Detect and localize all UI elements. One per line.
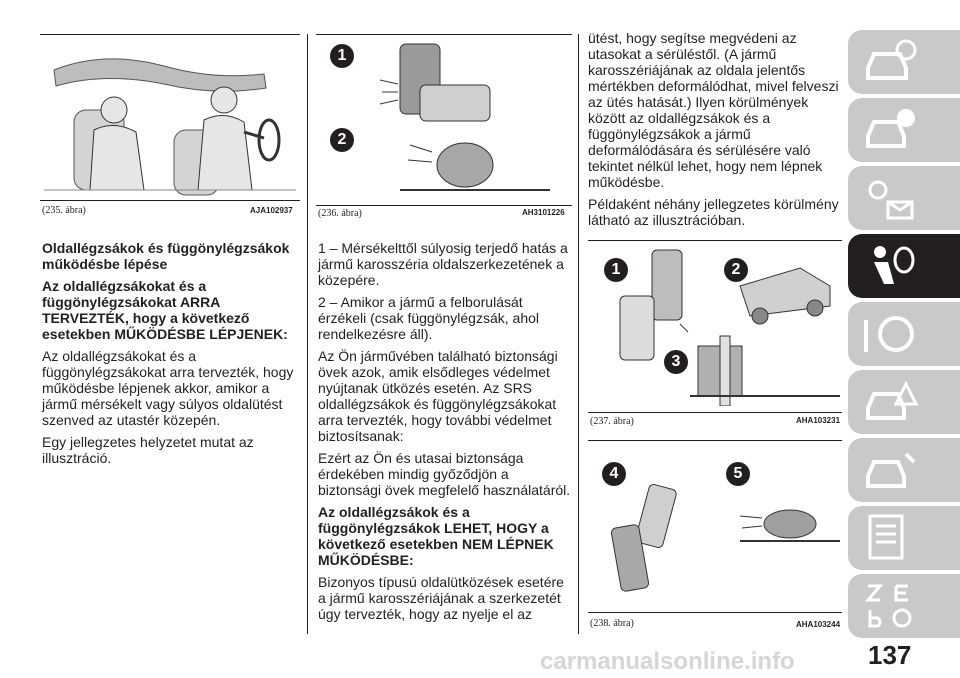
fig237-caption: (237. ábra) <box>590 416 634 427</box>
paragraph: Példaként néhány jellegzetes körülmény látható az illusztrációban. <box>588 196 839 228</box>
badge-1: 1 <box>604 258 628 282</box>
paragraph: Bizonyos típusú oldalütközések esetére a jármű karosszériájának a szerkezetét úgy tervezték, hogy az nyelje el az <box>318 574 564 622</box>
page-number: 137 <box>868 640 912 670</box>
car-wrench-icon <box>860 444 920 496</box>
tab-starting[interactable] <box>848 302 960 366</box>
warning-light-mail-icon <box>860 172 920 224</box>
car-info-circle-icon <box>860 104 920 156</box>
fig235-illustration <box>44 40 296 200</box>
tab-emergency[interactable] <box>848 370 960 434</box>
fig236-bottom-rule <box>316 205 572 206</box>
fig237-top-rule <box>588 240 842 241</box>
badge-2: 2 <box>330 128 354 152</box>
key-steering-wheel-icon <box>860 308 920 360</box>
column-3-text <box>588 30 846 234</box>
paragraph: Ezért az Ön és utasai biztonsága érdekében mindig győződjön a biztonsági övek megfelelő használatáról. <box>318 450 571 498</box>
tab-warning-light[interactable] <box>848 166 960 230</box>
fig238-illustration <box>590 446 840 606</box>
fig237-bottom-rule <box>588 412 842 413</box>
subsection-heading: Az oldallégzsákokat és a függönylégzsákokat ARRA TERVEZTÉK, hogy a következő esetekben MŰKÖDÉSBE LÉPJENEK: <box>42 278 288 342</box>
fig236-code: AH3101226 <box>522 208 565 217</box>
tab-car-info[interactable] <box>848 30 960 94</box>
tab-index[interactable] <box>848 574 960 638</box>
column-divider <box>578 34 579 634</box>
badge-5: 5 <box>726 462 750 486</box>
fig236-caption: (236. ábra) <box>318 208 362 219</box>
badge-4: 4 <box>602 462 626 486</box>
fig237-code: AHA103231 <box>796 416 841 425</box>
column-2-text <box>318 240 574 628</box>
watermark: carmanualsonline.info <box>540 648 795 675</box>
fig235-top-rule <box>40 34 300 35</box>
badge-2: 2 <box>724 258 748 282</box>
fig235-caption: (235. ábra) <box>42 205 86 216</box>
paragraph: Az Ön járművében található biztonsági övek azok, amik elsődleges védelmet nyújtanak ütközés esetén. Az SRS oldallégzsákok és függönylégzsákokat arra tervezték, hogy további védelmet biztosítsanak: <box>318 348 558 444</box>
tab-specifications[interactable] <box>848 506 960 570</box>
fig238-caption: (238. ábra) <box>590 618 634 629</box>
fig235-code: AJA102937 <box>250 206 293 215</box>
paragraph: Az oldallégzsákokat és a függönylégzsákokat arra tervezték, hogy működésbe lépjenek akkor, amikor a jármű mérsékelt vagy súlyos oldalütést szenved az utastér közepén. <box>42 348 294 428</box>
column-divider <box>307 34 308 634</box>
fig238-top-rule <box>588 440 842 441</box>
column-1-text <box>42 240 302 472</box>
paragraph: Egy jellegzetes helyzetet mutat az illusztráció. <box>42 434 254 466</box>
specs-list-icon <box>860 512 920 564</box>
badge-1: 1 <box>330 44 354 68</box>
alphabet-index-icon <box>860 580 920 632</box>
section-heading: Oldallégzsákok és függönylégzsákok működésbe lépése <box>42 240 290 272</box>
paragraph: 2 – Amikor a jármű a felborulását érzékeli (csak függönylégzsák, ahol rendelkezésre áll). <box>318 294 540 342</box>
airbag-passenger-icon <box>860 240 920 292</box>
tab-car-info-circle[interactable] <box>848 98 960 162</box>
fig238-code: AHA103244 <box>796 620 841 629</box>
badge-3: 3 <box>664 350 688 374</box>
car-info-icon <box>860 36 920 88</box>
tab-safety[interactable] <box>848 234 960 298</box>
tab-maintenance[interactable] <box>848 438 960 502</box>
fig238-bottom-rule <box>588 612 842 613</box>
car-warning-triangle-icon <box>860 376 920 428</box>
paragraph: 1 – Mérsékelttől súlyosig terjedő hatás a jármű karosszéria oldalszerkezetének a közepére. <box>318 240 568 288</box>
paragraph: ütést, hogy segítse megvédeni az utasokat a sérüléstől. (A jármű karosszériájának az oldala jelentős mértékben deformálódhat, mivel felveszi az ütés hatását.) Ilyen körülmények között az oldallégzsákok és a függönylégzsákok a jármű deformálódására és sérülésére való tekintet nélkül lehet, hogy nem lépnek működésbe. <box>588 30 839 190</box>
subsection-heading: Az oldallégzsákok és a függönylégzsákok LEHET, HOGY a következő esetekben NEM LÉPNEK MŰKÖDÉSBE: <box>318 504 554 568</box>
fig236-top-rule <box>316 34 572 35</box>
fig236-illustration <box>320 40 570 200</box>
fig235-bottom-rule <box>40 200 300 201</box>
